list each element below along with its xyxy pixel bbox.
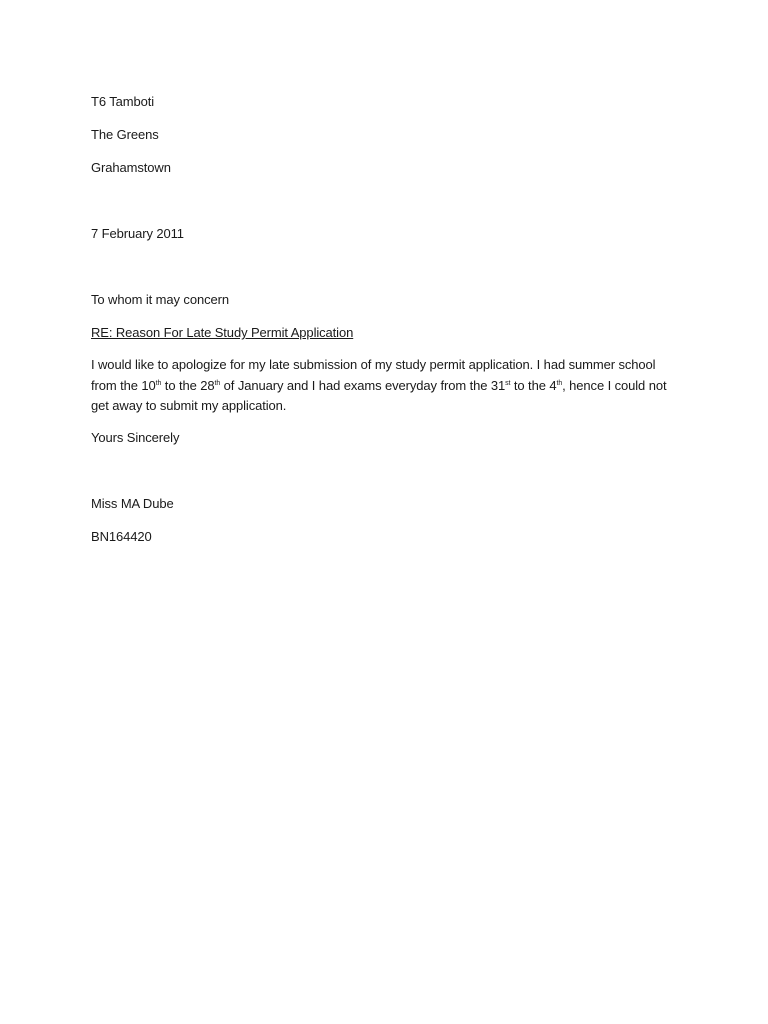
body-text-1: I would like to apologize for my late submission of my study permit application. I had summer school from the 10 xyxy=(91,357,656,393)
ordinal-suffix-4: th xyxy=(556,379,563,387)
body-text-4: to the 4 xyxy=(510,377,557,393)
address-line-3: Grahamstown xyxy=(91,160,171,175)
address-line-1: T6 Tamboti xyxy=(91,94,155,109)
body-text-3: of January and I had exams everyday from the 31 xyxy=(220,377,506,393)
salutation: To whom it may concern xyxy=(91,292,229,307)
letter-date: 7 February 2011 xyxy=(91,226,184,241)
ordinal-suffix-3: st xyxy=(505,379,511,387)
body-paragraph xyxy=(91,355,681,417)
signature-name: Miss MA Dube xyxy=(91,496,174,511)
ordinal-suffix-2: th xyxy=(214,379,221,387)
subject-line: RE: Reason For Late Study Permit Application xyxy=(91,325,354,340)
closing: Yours Sincerely xyxy=(91,430,180,445)
ordinal-suffix-1: th xyxy=(155,379,162,387)
body-text-5: , hence I could not get away to submit my application. xyxy=(91,377,667,413)
address-line-2: The Greens xyxy=(91,127,159,142)
body-text-2: to the 28 xyxy=(161,377,215,393)
signature-id: BN164420 xyxy=(91,529,152,544)
